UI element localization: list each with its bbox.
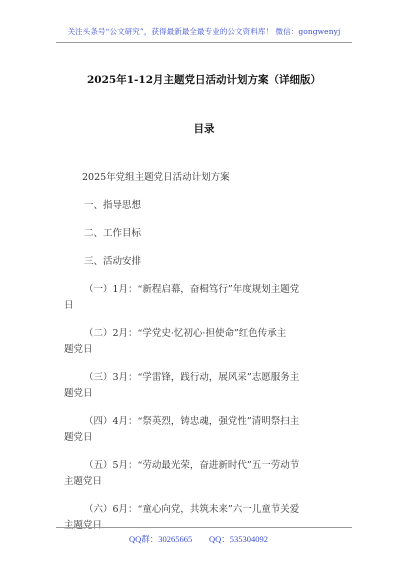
- toc-item-work-goals[interactable]: 二、工作目标: [84, 228, 142, 239]
- toc-item-activity-arrangement[interactable]: 三、活动安排: [84, 256, 142, 267]
- toc-item-april-cont[interactable]: 题党日: [64, 432, 93, 443]
- toc-item-january[interactable]: （一）1月：“新程启幕，奋楫笃行”年度规划主题党: [84, 284, 300, 295]
- toc-heading: 目录: [193, 123, 215, 135]
- table-of-contents: [64, 170, 352, 546]
- toc-item-march[interactable]: （三）3月：“学雷锋，践行动，展风采”志愿服务主: [84, 372, 300, 383]
- toc-item-may[interactable]: （五）5月：“劳动最光荣，奋进新时代”五一劳动节: [84, 460, 300, 471]
- header-note: 关注头条号“公文研究”，获得最新最全最专业的公文资料库！ 微信：gongwenyj: [67, 27, 341, 36]
- toc-item-april[interactable]: （四）4月：“祭英烈，铸忠魂，强党性”清明祭扫主: [84, 416, 300, 427]
- footer-divider: [56, 527, 352, 528]
- document-title: 2025年1-12月主题党日活动计划方案（详细版）: [87, 74, 321, 86]
- toc-item-january-cont[interactable]: 日: [64, 300, 74, 311]
- toc-item-may-cont[interactable]: 主题党日: [64, 476, 103, 487]
- footer-qq-group: QQ群：30265665: [129, 534, 193, 544]
- header-divider: [56, 42, 352, 43]
- toc-item-guiding-thought[interactable]: 一、指导思想: [84, 200, 142, 211]
- toc-item-march-cont[interactable]: 题党日: [64, 388, 93, 399]
- toc-item-june[interactable]: （六）6月：“童心向党，共筑未来”六一儿童节关爱: [84, 504, 300, 515]
- toc-item-february[interactable]: （二）2月：“学党史·忆初心·担使命”红色传承主: [84, 328, 287, 339]
- toc-item-june-cont[interactable]: 主题党日: [64, 520, 103, 531]
- toc-item-plan[interactable]: 2025年党组主题党日活动计划方案: [82, 172, 230, 183]
- footer-qq-contact: QQ：535304092: [209, 534, 269, 544]
- toc-item-february-cont[interactable]: 题党日: [64, 344, 93, 355]
